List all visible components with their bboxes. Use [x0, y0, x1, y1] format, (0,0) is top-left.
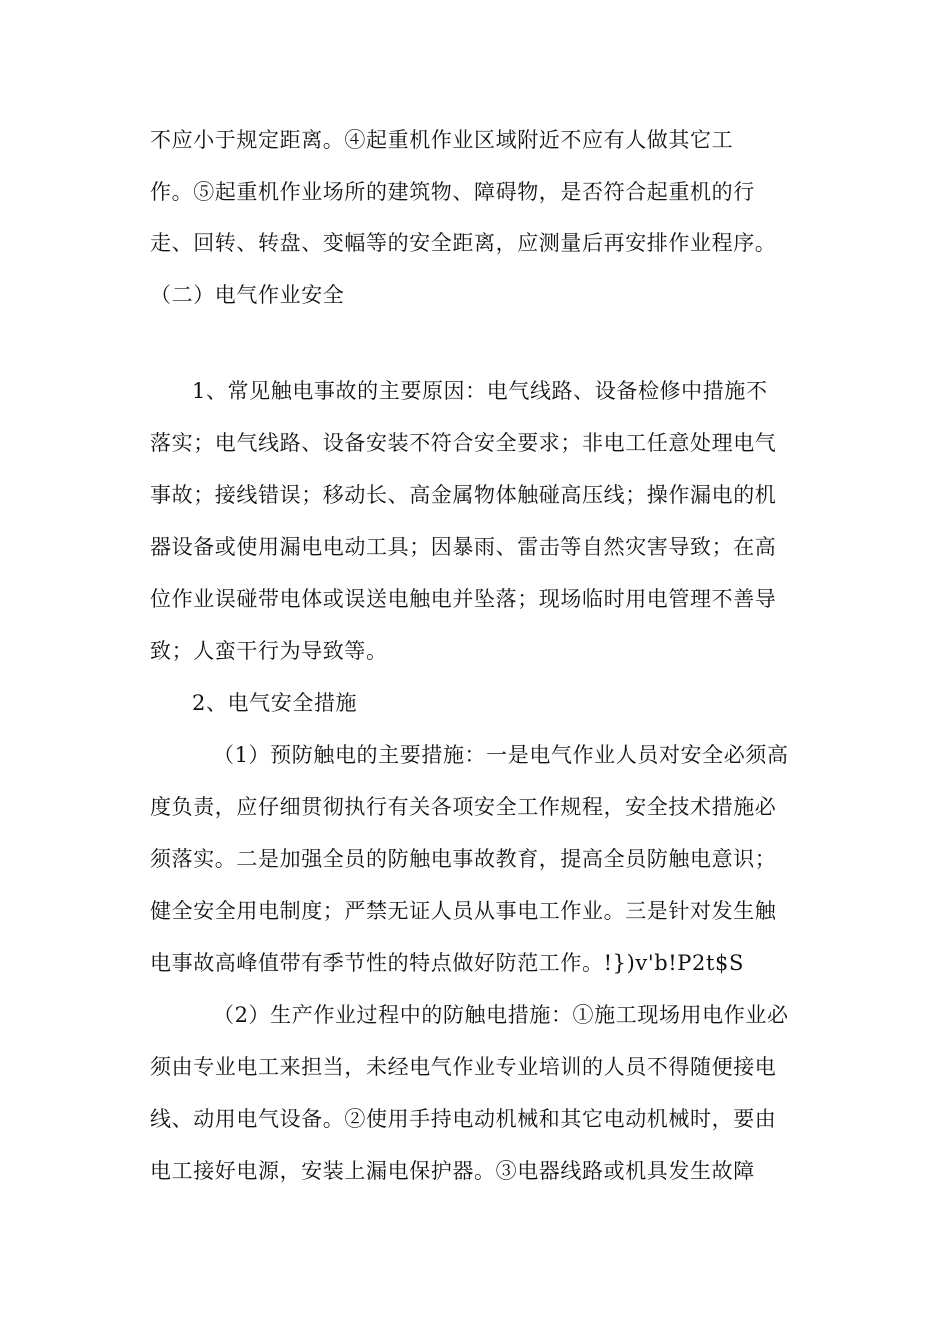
text-line-5: 1、常见触电事故的主要原因：电气线路、设备检修中措施不: [192, 379, 768, 403]
text-line-3: 走、回转、转盘、变幅等的安全距离，应测量后再安排作业程序。: [150, 231, 777, 255]
text-line-18: 须由专业电工来担当，未经电气作业专业培训的人员不得随便接电: [150, 1055, 777, 1079]
text-line-19: 线、动用电气设备。②使用手持电动机械和其它电动机械时，要由: [150, 1107, 777, 1131]
text-line-1: 不应小于规定距离。④起重机作业区域附近不应有人做其它工: [150, 128, 734, 152]
text-line-17: （2）生产作业过程中的防触电措施：①施工现场用电作业必: [213, 1003, 789, 1027]
text-line-16: 电事故高峰值带有季节性的特点做好防范工作。!})v'b!P2t$S: [150, 951, 744, 975]
text-line-15: 健全安全用电制度；严禁无证人员从事电工作业。三是针对发生触: [150, 899, 777, 923]
text-line-14: 须落实。二是加强全员的防触电事故教育，提高全员防触电意识；: [150, 847, 777, 871]
text-line-2: 作。⑤起重机作业场所的建筑物、障碍物，是否符合起重机的行: [150, 180, 755, 204]
text-line-8: 器设备或使用漏电电动工具；因暴雨、雷击等自然灾害导致；在高: [150, 535, 777, 559]
text-line-9: 位作业误碰带电体或误送电触电并坠落；现场临时用电管理不善导: [150, 587, 777, 611]
section-heading: （二）电气作业安全: [150, 283, 345, 307]
text-line-20: 电工接好电源，安装上漏电保护器。③电器线路或机具发生故障: [150, 1159, 755, 1183]
text-line-12: （1）预防触电的主要措施：一是电气作业人员对安全必须高: [213, 743, 789, 767]
text-line-13: 度负责，应仔细贯彻执行有关各项安全工作规程，安全技术措施必: [150, 795, 777, 819]
text-line-7: 事故；接线错误；移动长、高金属物体触碰高压线；操作漏电的机: [150, 483, 777, 507]
subheading-2: 2、电气安全措施: [192, 691, 358, 715]
text-line-6: 落实；电气线路、设备安装不符合安全要求；非电工任意处理电气: [150, 431, 777, 455]
text-line-10: 致；人蛮干行为导致等。: [150, 639, 388, 663]
